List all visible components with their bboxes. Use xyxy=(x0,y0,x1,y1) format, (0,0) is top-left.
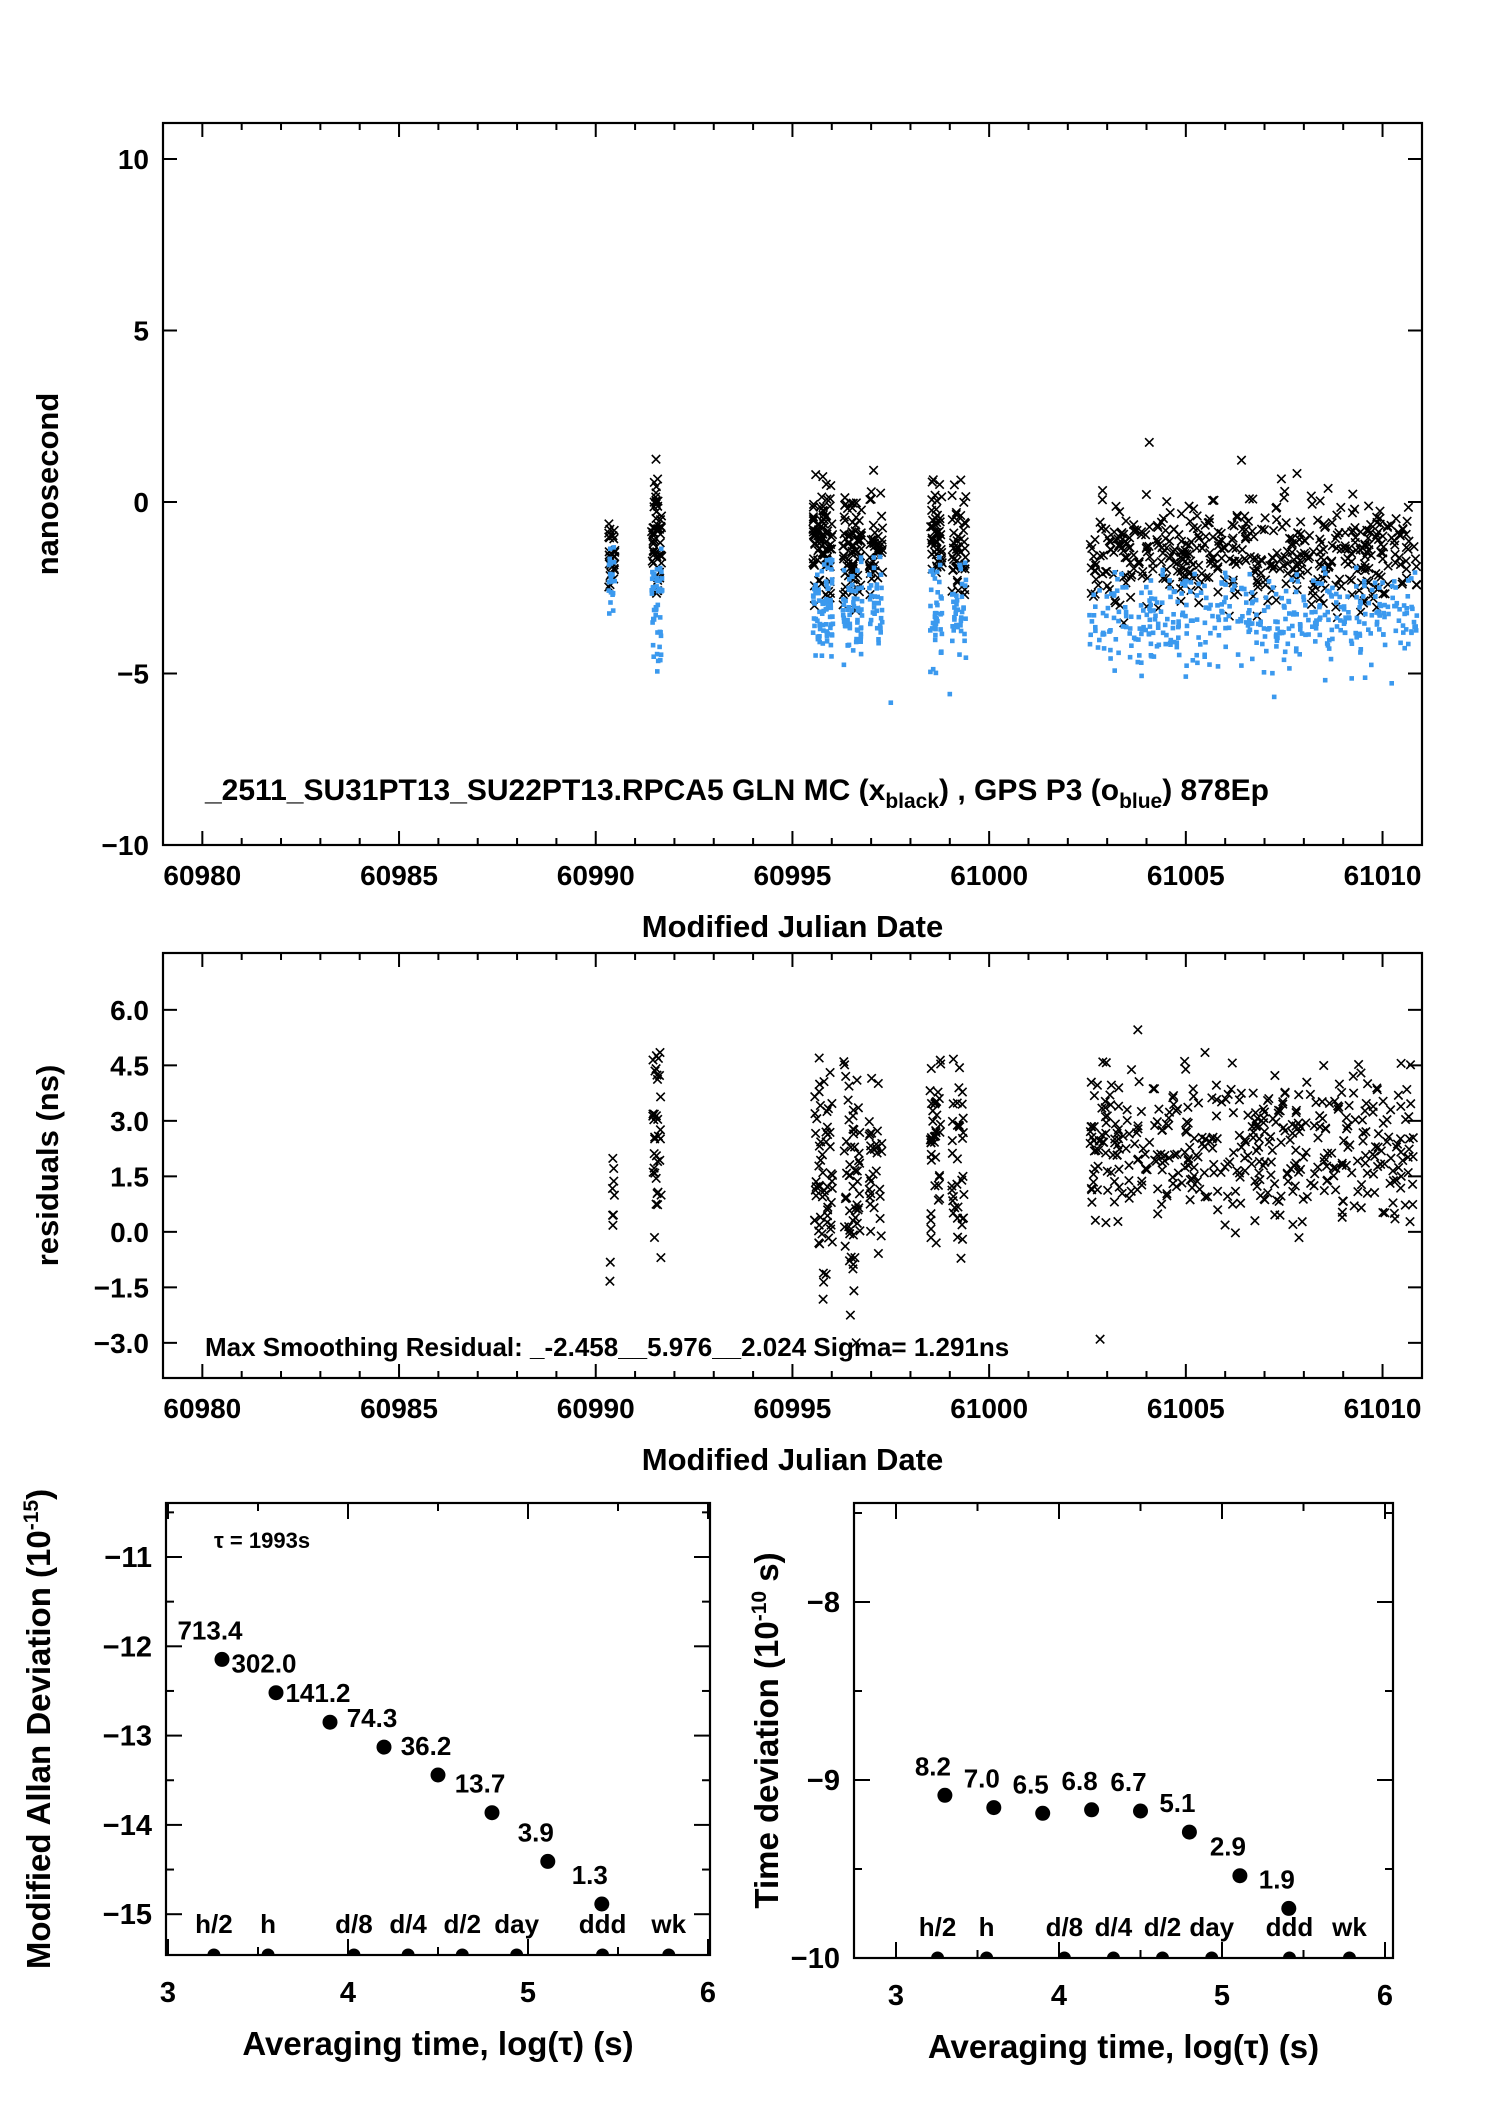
y-tick-label: 5 xyxy=(133,315,149,347)
stability-points xyxy=(215,1652,610,1912)
x-axis-title: Modified Julian Date xyxy=(641,1442,944,1477)
y-axis-title: Modified Allan Deviation $(10^{-15})$ xyxy=(20,1488,57,1970)
data-point xyxy=(323,1715,338,1730)
value-label: 5.1 xyxy=(1159,1788,1196,1819)
x-tick-label: 60995 xyxy=(753,860,832,891)
panel-time-deviation xyxy=(748,1503,1393,2065)
data-point xyxy=(269,1685,284,1700)
y-axis-title: residuals (ns) xyxy=(30,1064,65,1267)
x-tick-label: 61000 xyxy=(950,860,1029,891)
interval-label: d/4 xyxy=(1094,1912,1133,1942)
interval-label: d/4 xyxy=(389,1909,427,1939)
value-label: 1.9 xyxy=(1258,1864,1295,1895)
x-tick-label: 6 xyxy=(1376,1980,1394,2012)
interval-label: d/8 xyxy=(1045,1912,1084,1942)
y-tick-label: −10 xyxy=(790,1943,840,1975)
panel-residuals xyxy=(30,953,1422,1477)
x-axis-title: Averaging time, log(τ) (s) xyxy=(242,2025,634,2062)
y-tick-label: 4.5 xyxy=(110,1050,149,1082)
y-tick-label: −3.0 xyxy=(93,1327,149,1359)
x-tick-label: 5 xyxy=(1213,1980,1231,2012)
x-axis-title: Modified Julian Date xyxy=(641,909,944,944)
value-label: 36.2 xyxy=(400,1731,452,1762)
y-tick-label: −12 xyxy=(102,1631,152,1664)
plot-title: _2511_SU31PT13_SU22PT13.RPCA5 GLN MC $(x_{black})$ , GPS P3 $(o_{blue})$ 878Ep xyxy=(205,774,1269,813)
y-axis-title: nanosecond xyxy=(30,392,65,576)
x-tick-label: 60980 xyxy=(163,1393,242,1424)
x-tick-label: 60985 xyxy=(360,860,438,891)
value-label: 6.8 xyxy=(1061,1765,1098,1796)
interval-label: h/2 xyxy=(918,1912,957,1942)
x-tick-label: 4 xyxy=(1050,1980,1068,2012)
y-tick-label: −10 xyxy=(101,830,149,861)
value-label: 7.0 xyxy=(963,1763,1000,1794)
value-label: 13.7 xyxy=(454,1768,506,1799)
y-tick-label: −13 xyxy=(102,1720,152,1753)
data-point xyxy=(1133,1804,1148,1819)
x-tick-label: 60980 xyxy=(163,860,242,891)
plot-frame xyxy=(854,1503,1393,1958)
y-tick-label: −11 xyxy=(104,1542,152,1574)
x-tick-label: 60990 xyxy=(556,860,635,891)
x-tick-label: 61010 xyxy=(1343,860,1422,891)
interval-label: h/2 xyxy=(195,1909,233,1939)
interval-label: d/2 xyxy=(1143,1912,1182,1942)
scatter-gps-blue xyxy=(607,545,1420,705)
interval-label: wk xyxy=(651,1909,687,1939)
x-tick-label: 61005 xyxy=(1146,860,1225,891)
x-tick-label: 60985 xyxy=(360,1393,438,1424)
x-tick-label: 61005 xyxy=(1146,1393,1225,1424)
interval-label: ddd xyxy=(578,1909,627,1939)
plot-frame xyxy=(163,123,1422,845)
x-tick-label: 3 xyxy=(887,1980,905,2012)
y-tick-label: 6.0 xyxy=(110,994,149,1026)
interval-label: h xyxy=(260,1909,277,1939)
scatter-gln-black xyxy=(605,438,1421,627)
data-point xyxy=(1232,1868,1247,1883)
x-tick-label: 3 xyxy=(159,1977,177,2009)
data-point xyxy=(540,1854,555,1869)
data-point xyxy=(1035,1806,1050,1821)
panel-allan-deviation xyxy=(20,1489,716,2062)
interval-label: h xyxy=(978,1912,995,1942)
y-tick-label: 3.0 xyxy=(110,1105,149,1137)
axis-ticks xyxy=(166,1503,710,1955)
value-label: 141.2 xyxy=(285,1678,351,1709)
baseline-interval-marks xyxy=(195,1909,687,1955)
panel-clock-difference xyxy=(30,123,1422,944)
data-point xyxy=(215,1652,230,1667)
value-label: 74.3 xyxy=(346,1703,398,1734)
data-point xyxy=(937,1788,952,1803)
plot-frame xyxy=(166,1503,710,1955)
value-label: 2.9 xyxy=(1209,1831,1247,1862)
y-tick-label: 0.0 xyxy=(110,1216,149,1248)
value-label: 3.9 xyxy=(517,1817,554,1848)
interval-label: day xyxy=(1189,1912,1235,1942)
y-tick-label: −5 xyxy=(117,658,149,690)
axis-ticks xyxy=(854,1503,1393,1958)
tau-annotation: τ = 1993s xyxy=(214,1528,311,1553)
value-label: 6.7 xyxy=(1110,1766,1147,1797)
x-tick-label: 60990 xyxy=(556,1393,635,1424)
x-tick-label: 5 xyxy=(519,1977,537,2009)
y-tick-label: 0 xyxy=(133,487,149,518)
interval-label: d/2 xyxy=(443,1909,482,1939)
interval-label: wk xyxy=(1332,1912,1367,1942)
baseline-interval-marks xyxy=(919,1912,1368,1958)
y-axis-title: Time deviation ($10^{-10}$ s) xyxy=(748,1552,785,1909)
value-label: 8.2 xyxy=(914,1751,951,1782)
x-tick-label: 4 xyxy=(339,1977,357,2009)
y-tick-label: 10 xyxy=(117,144,149,175)
data-point xyxy=(1084,1802,1099,1817)
y-tick-label: −1.5 xyxy=(93,1272,149,1304)
data-point xyxy=(431,1768,446,1783)
y-tick-label: −14 xyxy=(102,1809,152,1842)
data-point xyxy=(986,1800,1001,1815)
axis-ticks xyxy=(163,123,1422,845)
x-tick-label: 61010 xyxy=(1343,1393,1422,1424)
x-tick-label: 60995 xyxy=(753,1393,832,1424)
y-tick-label: −9 xyxy=(806,1765,840,1797)
interval-label: d/8 xyxy=(335,1909,373,1939)
data-point xyxy=(1182,1825,1197,1840)
value-label: 713.4 xyxy=(177,1615,243,1646)
interval-label: ddd xyxy=(1265,1912,1314,1942)
y-tick-label: 1.5 xyxy=(110,1161,149,1193)
scatter-residuals-black xyxy=(606,1026,1418,1347)
value-label: 302.0 xyxy=(231,1648,297,1679)
x-axis-title: Averaging time, log(τ) (s) xyxy=(927,2028,1320,2065)
smoothing-residual-annotation: Max Smoothing Residual: _-2.458__5.976__2.024 Sigma= 1.291ns xyxy=(205,1332,1010,1362)
value-label: 1.3 xyxy=(571,1860,608,1891)
data-point xyxy=(377,1740,392,1755)
x-tick-label: 6 xyxy=(699,1977,717,2009)
interval-label: day xyxy=(494,1909,540,1939)
y-tick-label: −15 xyxy=(102,1899,152,1932)
value-label: 6.5 xyxy=(1012,1769,1049,1800)
x-tick-label: 61000 xyxy=(950,1393,1029,1424)
y-tick-label: −8 xyxy=(806,1587,840,1619)
stability-value-labels xyxy=(177,1615,607,1890)
data-point xyxy=(485,1805,500,1820)
